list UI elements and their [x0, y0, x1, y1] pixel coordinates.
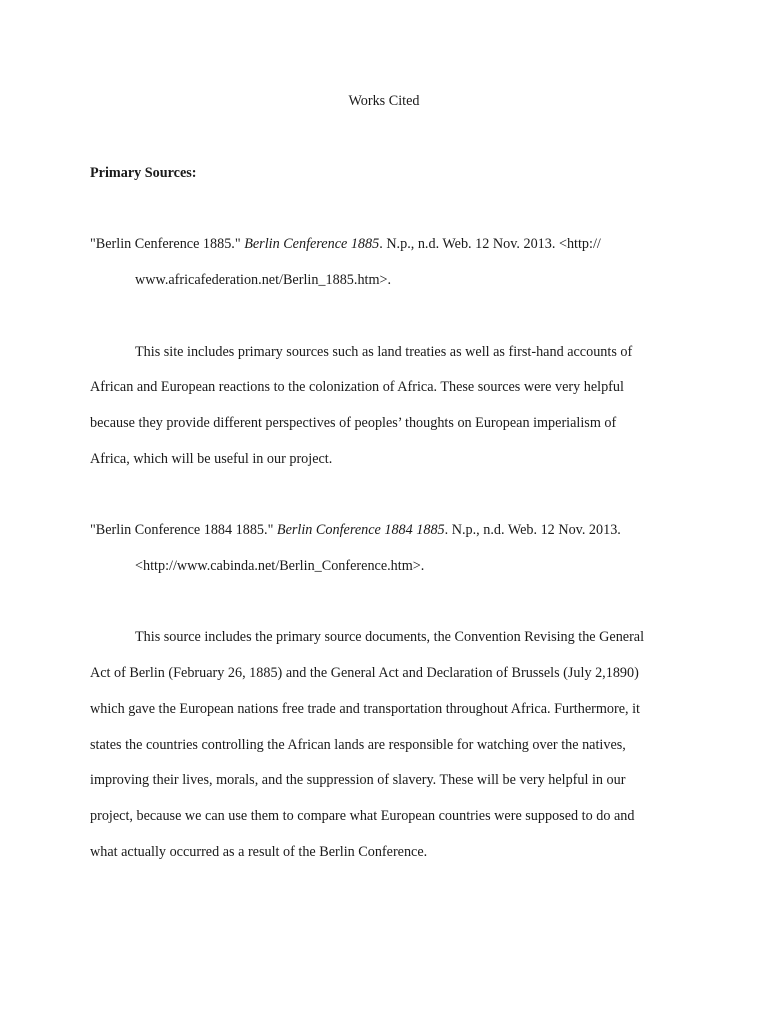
annotation-2-line: states the countries controlling the African lands are responsible for watching over the natives,	[90, 737, 626, 753]
annotation-1-line: African and European reactions to the colonization of Africa. These sources were very helpful	[90, 379, 624, 395]
section-heading: Primary Sources:	[90, 165, 197, 181]
citation-1-continuation: www.africafederation.net/Berlin_1885.htm>.	[135, 272, 392, 288]
citation-2	[90, 522, 621, 539]
citation-1	[90, 236, 601, 253]
page-title: Works Cited	[348, 93, 420, 109]
annotation-2-line: Act of Berlin (February 26, 1885) and the General Act and Declaration of Brussels (July 2,1890)	[90, 665, 639, 681]
annotation-2-line: project, because we can use them to compare what European countries were supposed to do and	[90, 808, 635, 824]
citation-2-lead: "Berlin Conference 1884 1885."	[90, 522, 277, 538]
citation-1-title: Berlin Cenference 1885	[244, 236, 380, 252]
annotation-1-line: because they provide different perspectives of peoples’ thoughts on European imperialism of	[90, 415, 617, 431]
annotation-2-line: This source includes the primary source documents, the Convention Revising the General	[135, 629, 645, 645]
annotation-2-line: improving their lives, morals, and the suppression of slavery. These will be very helpful in our	[90, 772, 626, 788]
annotation-2-line: what actually occurred as a result of the Berlin Conference.	[90, 844, 428, 860]
citation-2-continuation: <http://www.cabinda.net/Berlin_Conference.htm>.	[135, 558, 425, 574]
citation-1-lead: "Berlin Cenference 1885."	[90, 236, 245, 252]
citation-2-title: Berlin Conference 1884 1885	[276, 522, 445, 538]
annotation-2-line: which gave the European nations free trade and transportation throughout Africa. Furthermore, it	[90, 701, 640, 717]
annotation-1-line: This site includes primary sources such as land treaties as well as first-hand accounts of	[135, 344, 633, 360]
annotation-1-line: Africa, which will be useful in our project.	[90, 451, 333, 467]
citation-1-rest: . N.p., n.d. Web. 12 Nov. 2013. <http://	[379, 236, 601, 252]
citation-2-rest: . N.p., n.d. Web. 12 Nov. 2013.	[444, 522, 621, 538]
